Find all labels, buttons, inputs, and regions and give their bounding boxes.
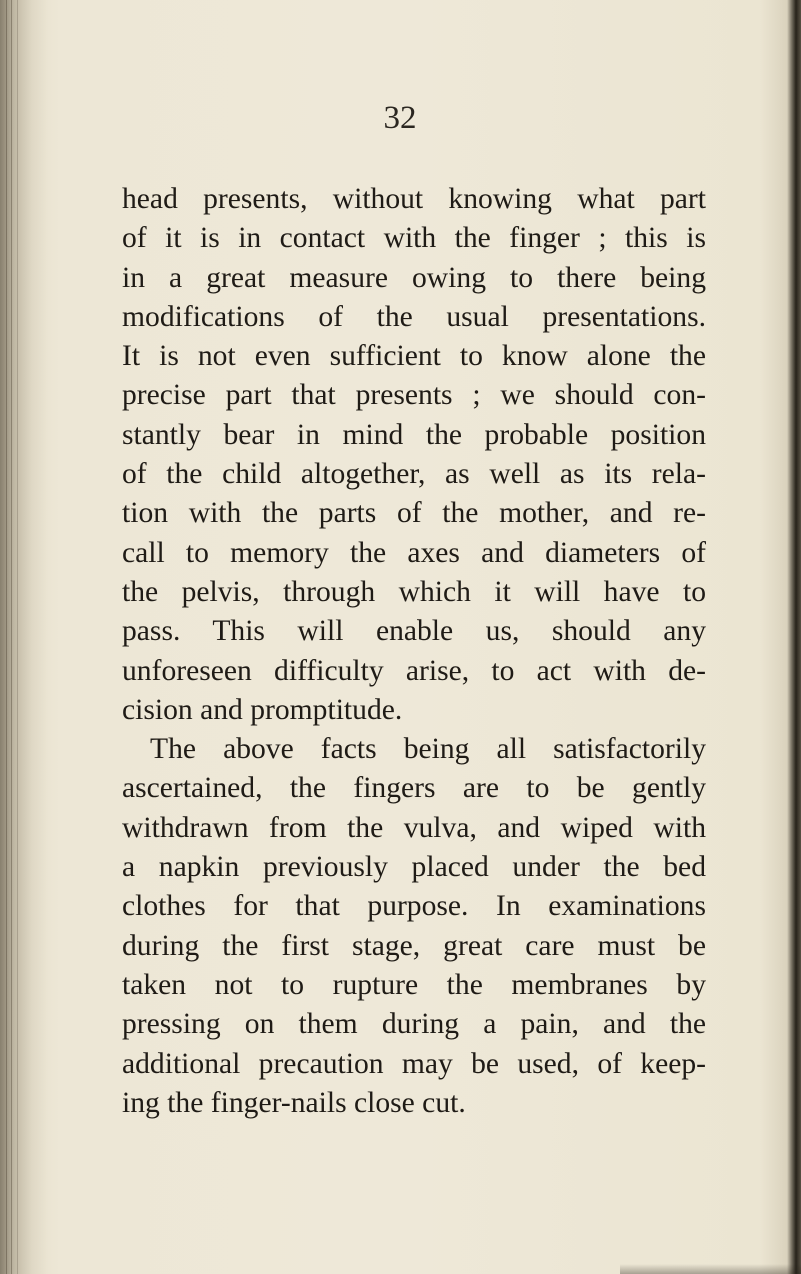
page-number: 32 — [383, 100, 417, 136]
text-line: clothes for that purpose. In examinations — [122, 890, 706, 923]
page-bottom-shadow — [620, 1264, 801, 1274]
text-line: the pelvis, through which it will have to — [122, 575, 706, 608]
text-line: cision and promptitude. — [122, 693, 403, 726]
text-line: call to memory the axes and diameters of — [122, 536, 706, 569]
page-edge-shadow — [787, 0, 801, 1274]
text-line: of it is in contact with the finger ; this is — [122, 222, 706, 255]
text-line: precise part that presents ; we should con- — [122, 379, 706, 412]
text-line: stantly bear in mind the probable position — [122, 418, 706, 451]
text-line: tion with the parts of the mother, and re- — [122, 497, 706, 530]
body-text — [122, 180, 706, 1123]
text-line: in a great measure owing to there being — [122, 261, 706, 294]
binding-shadow — [0, 0, 48, 1274]
text-line: taken not to rupture the membranes by — [122, 968, 706, 1001]
text-line: head presents, without knowing what part — [122, 183, 706, 215]
text-line: modifications of the usual presentations. — [122, 300, 706, 333]
text-line: unforeseen difficulty arise, to act with de- — [122, 654, 706, 687]
binding-line — [17, 0, 18, 1274]
text-line: during the first stage, great care must be — [122, 929, 706, 962]
text-line: ing the finger-nails close cut. — [122, 1086, 466, 1119]
binding-line — [6, 0, 7, 1274]
text-line: ascertained, the fingers are to be gently — [122, 772, 706, 805]
text-line: a napkin previously placed under the bed — [122, 851, 706, 884]
text-line: It is not even sufficient to know alone the — [122, 340, 706, 373]
binding-line — [11, 0, 12, 1274]
text-line: The above facts being all satisfactorily — [150, 733, 706, 766]
text-line: additional precaution may be used, of keep- — [122, 1047, 706, 1080]
text-line: of the child altogether, as well as its rela- — [122, 458, 706, 491]
text-line: pass. This will enable us, should any — [122, 615, 706, 648]
text-line: pressing on them during a pain, and the — [122, 1008, 706, 1041]
text-line: withdrawn from the vulva, and wiped with — [122, 811, 706, 844]
